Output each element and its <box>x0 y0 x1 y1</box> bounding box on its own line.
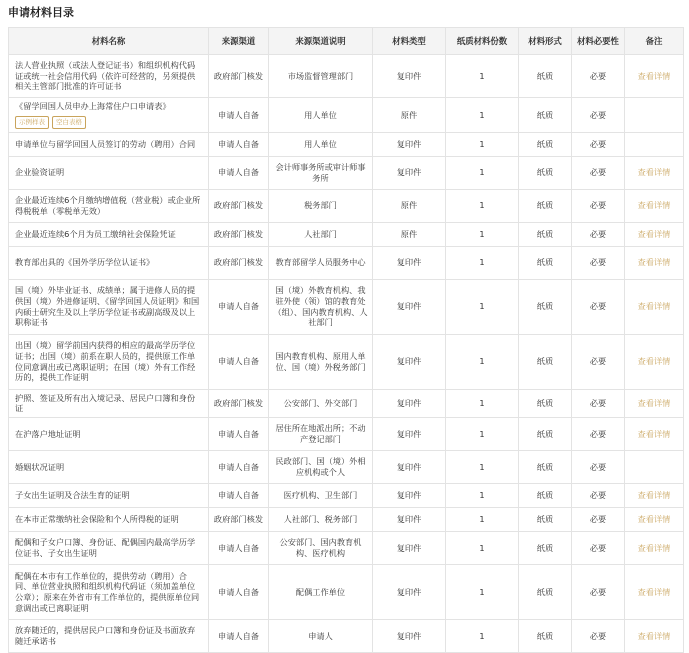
cell-necessity: 必要 <box>572 507 625 531</box>
cell-necessity: 必要 <box>572 55 625 98</box>
cell-source-channel: 申请人自备 <box>209 619 269 652</box>
cell-material-type: 复印件 <box>373 417 446 450</box>
material-name-text: 在本市正常缴纳社会保险和个人所得税的证明 <box>15 514 179 525</box>
cell-necessity: 必要 <box>572 189 625 222</box>
cell-source-channel-desc: 申请人 <box>269 619 373 652</box>
cell-source-channel-desc: 国内教育机构、原用人单位、国（境）外税务部门 <box>269 334 373 389</box>
cell-source-channel-desc: 市场监督管理部门 <box>269 55 373 98</box>
cell-paper-copies: 1 <box>446 279 519 334</box>
cell-paper-copies: 1 <box>446 156 519 189</box>
cell-note <box>625 132 684 156</box>
cell-material-type: 复印件 <box>373 619 446 652</box>
cell-note <box>625 334 684 389</box>
cell-necessity: 必要 <box>572 156 625 189</box>
cell-note <box>625 417 684 450</box>
cell-source-channel-desc: 民政部门、国（境）外相应机构或个人 <box>269 450 373 483</box>
table-row <box>9 189 684 222</box>
cell-source-channel: 申请人自备 <box>209 132 269 156</box>
cell-material-type: 复印件 <box>373 246 446 279</box>
header-paper-copies: 纸质材料份数 <box>446 28 519 55</box>
cell-source-channel: 申请人自备 <box>209 279 269 334</box>
cell-source-channel-desc: 国（境）外教育机构、我驻外使（领）馆的教育处（组）、国内教育机构、人社部门 <box>269 279 373 334</box>
cell-material-name <box>9 279 209 334</box>
cell-source-channel-desc: 会计师事务所或审计师事务所 <box>269 156 373 189</box>
cell-material-form: 纸质 <box>519 98 572 133</box>
cell-note <box>625 98 684 133</box>
cell-source-channel: 政府部门核发 <box>209 222 269 246</box>
cell-source-channel: 申请人自备 <box>209 98 269 133</box>
cell-source-channel: 申请人自备 <box>209 483 269 507</box>
material-name-text: 申请单位与留学回国人员签订的劳动（聘用）合同 <box>15 138 196 149</box>
cell-source-channel-desc: 税务部门 <box>269 189 373 222</box>
table-row <box>9 55 684 98</box>
cell-material-type: 原件 <box>373 189 446 222</box>
cell-paper-copies: 1 <box>446 531 519 564</box>
page-title: 申请材料目录 <box>8 6 74 19</box>
cell-material-form: 纸质 <box>519 279 572 334</box>
cell-source-channel: 政府部门核发 <box>209 389 269 417</box>
cell-note <box>625 564 684 619</box>
view-details-link[interactable]: 查看详情 <box>637 228 671 239</box>
cell-material-name <box>9 619 209 652</box>
cell-source-channel: 申请人自备 <box>209 334 269 389</box>
cell-material-name <box>9 389 209 417</box>
cell-material-type: 复印件 <box>373 564 446 619</box>
cell-paper-copies: 1 <box>446 619 519 652</box>
cell-material-type: 复印件 <box>373 531 446 564</box>
cell-source-channel: 申请人自备 <box>209 156 269 189</box>
view-details-link[interactable]: 查看详情 <box>637 542 671 553</box>
cell-necessity: 必要 <box>572 279 625 334</box>
cell-necessity: 必要 <box>572 246 625 279</box>
view-details-link[interactable]: 查看详情 <box>637 70 671 81</box>
cell-material-form: 纸质 <box>519 55 572 98</box>
cell-material-type: 复印件 <box>373 55 446 98</box>
table-row <box>9 619 684 652</box>
cell-necessity: 必要 <box>572 98 625 133</box>
material-name-text: 出国（境）留学前国内获得的相应的最高学历学位证书；出国（境）前系在职人员的，提供原工作单位同意调出或已离职证明；在国（境）外有工作经历的，提供工作证明 <box>15 340 196 383</box>
cell-material-form: 纸质 <box>519 450 572 483</box>
cell-material-name <box>9 483 209 507</box>
header-note: 备注 <box>625 28 684 55</box>
cell-source-channel: 申请人自备 <box>209 564 269 619</box>
view-details-link[interactable]: 查看详情 <box>637 514 671 525</box>
table-row <box>9 564 684 619</box>
cell-material-form: 纸质 <box>519 531 572 564</box>
cell-necessity: 必要 <box>572 564 625 619</box>
cell-material-name <box>9 246 209 279</box>
table-row <box>9 450 684 483</box>
cell-note <box>625 222 684 246</box>
cell-source-channel: 政府部门核发 <box>209 246 269 279</box>
cell-material-name <box>9 417 209 450</box>
header-necessity: 材料必要性 <box>572 28 625 55</box>
cell-source-channel-desc: 人社部门、税务部门 <box>269 507 373 531</box>
cell-material-name <box>9 334 209 389</box>
cell-paper-copies: 1 <box>446 189 519 222</box>
cell-paper-copies: 1 <box>446 55 519 98</box>
cell-material-type: 原件 <box>373 222 446 246</box>
cell-paper-copies: 1 <box>446 450 519 483</box>
table-header <box>9 28 684 55</box>
cell-necessity: 必要 <box>572 417 625 450</box>
cell-material-type: 原件 <box>373 98 446 133</box>
cell-material-name <box>9 55 209 98</box>
cell-material-name <box>9 222 209 246</box>
cell-source-channel: 申请人自备 <box>209 450 269 483</box>
cell-source-channel-desc: 公安部门、国内教育机构、医疗机构 <box>269 531 373 564</box>
cell-necessity: 必要 <box>572 483 625 507</box>
cell-material-form: 纸质 <box>519 507 572 531</box>
view-details-link[interactable]: 查看详情 <box>637 356 671 367</box>
cell-source-channel: 政府部门核发 <box>209 507 269 531</box>
cell-source-channel-desc: 医疗机构、卫生部门 <box>269 483 373 507</box>
cell-material-type: 复印件 <box>373 483 446 507</box>
material-name-text: 教育部出具的《国外学历学位认证书》 <box>15 257 155 268</box>
cell-necessity: 必要 <box>572 450 625 483</box>
table-row <box>9 531 684 564</box>
view-details-link[interactable]: 查看详情 <box>637 257 671 268</box>
cell-paper-copies: 1 <box>446 132 519 156</box>
cell-source-channel-desc: 用人单位 <box>269 98 373 133</box>
table-row <box>9 483 684 507</box>
cell-material-name <box>9 156 209 189</box>
cell-note <box>625 246 684 279</box>
table-row <box>9 132 684 156</box>
table-row <box>9 417 684 450</box>
material-name-text: 法人营业执照（或法人登记证书）和组织机构代码证或统一社会信用代码（依许可经营的，另须提供相关主管部门批准的许可证书 <box>15 60 196 92</box>
cell-material-form: 纸质 <box>519 389 572 417</box>
cell-material-form: 纸质 <box>519 564 572 619</box>
cell-material-form: 纸质 <box>519 483 572 507</box>
table-row <box>9 98 684 133</box>
cell-paper-copies: 1 <box>446 389 519 417</box>
material-name-text: 护照、签证及所有出入境记录、居民户口簿和身份证 <box>15 392 196 414</box>
cell-material-name <box>9 531 209 564</box>
header-source-channel-desc: 来源渠道说明 <box>269 28 373 55</box>
material-name-text: 国（境）外毕业证书、成绩单；属于进修人员的提供国（境）外进修证明、《留学回国人员证明》和国内硕士研究生及以上学历学位证书或副高级及以上职称证书 <box>15 285 200 328</box>
cell-material-type: 复印件 <box>373 156 446 189</box>
cell-paper-copies: 1 <box>446 564 519 619</box>
cell-material-name <box>9 450 209 483</box>
cell-material-name <box>9 132 209 156</box>
cell-source-channel: 申请人自备 <box>209 531 269 564</box>
cell-necessity: 必要 <box>572 531 625 564</box>
cell-material-type: 复印件 <box>373 334 446 389</box>
cell-source-channel-desc: 教育部留学人员服务中心 <box>269 246 373 279</box>
table-row <box>9 246 684 279</box>
cell-note <box>625 156 684 189</box>
cell-note <box>625 55 684 98</box>
cell-source-channel-desc: 用人单位 <box>269 132 373 156</box>
cell-material-form: 纸质 <box>519 417 572 450</box>
sample-form-tag[interactable]: 示例样表 <box>15 116 49 129</box>
view-details-link[interactable]: 查看详情 <box>637 167 671 178</box>
material-name-text: 《留学回国人员申办上海常住户口申请表》 <box>15 101 171 111</box>
cell-material-type: 复印件 <box>373 507 446 531</box>
cell-source-channel-desc: 公安部门、外交部门 <box>269 389 373 417</box>
header-source-channel: 来源渠道 <box>209 28 269 55</box>
cell-material-form: 纸质 <box>519 222 572 246</box>
cell-note <box>625 189 684 222</box>
view-details-link[interactable]: 查看详情 <box>637 428 671 439</box>
cell-paper-copies: 1 <box>446 222 519 246</box>
cell-source-channel: 申请人自备 <box>209 417 269 450</box>
view-details-link[interactable]: 查看详情 <box>637 630 671 641</box>
cell-material-form: 纸质 <box>519 189 572 222</box>
view-details-link[interactable]: 查看详情 <box>637 397 671 408</box>
table-row <box>9 156 684 189</box>
cell-material-name <box>9 98 209 133</box>
table-row <box>9 507 684 531</box>
material-name-text: 企业验资证明 <box>15 167 65 178</box>
cell-material-type: 复印件 <box>373 132 446 156</box>
cell-necessity: 必要 <box>572 132 625 156</box>
cell-material-type: 复印件 <box>373 279 446 334</box>
cell-material-form: 纸质 <box>519 334 572 389</box>
cell-source-channel-desc: 人社部门 <box>269 222 373 246</box>
cell-note <box>625 619 684 652</box>
cell-material-type: 复印件 <box>373 450 446 483</box>
table-row <box>9 279 684 334</box>
cell-note <box>625 531 684 564</box>
cell-note <box>625 483 684 507</box>
cell-source-channel: 政府部门核发 <box>209 55 269 98</box>
material-name-text: 企业最近连续6个月为员工缴纳社会保险凭证 <box>15 228 176 239</box>
cell-material-form: 纸质 <box>519 619 572 652</box>
cell-note <box>625 389 684 417</box>
cell-material-name <box>9 507 209 531</box>
material-name-text: 放弃随迁的，提供居民户口簿和身份证及书面放弃随迁承诺书 <box>15 625 196 646</box>
cell-material-form: 纸质 <box>519 156 572 189</box>
table-row <box>9 389 684 417</box>
table-row <box>9 334 684 389</box>
material-name-text: 企业最近连续6个月缴纳增值税（营业税）或企业所得税税单（零税单无效） <box>15 195 201 216</box>
cell-paper-copies: 1 <box>446 507 519 531</box>
cell-paper-copies: 1 <box>446 246 519 279</box>
material-name-text: 在沪落户地址证明 <box>15 428 81 439</box>
cell-material-form: 纸质 <box>519 246 572 279</box>
cell-necessity: 必要 <box>572 389 625 417</box>
cell-source-channel-desc: 居住所在地派出所；不动产登记部门 <box>269 417 373 450</box>
cell-note <box>625 279 684 334</box>
table-header-row <box>9 28 684 55</box>
cell-material-name <box>9 564 209 619</box>
blank-form-tag[interactable]: 空白表格 <box>52 116 86 129</box>
cell-paper-copies: 1 <box>446 98 519 133</box>
cell-source-channel: 政府部门核发 <box>209 189 269 222</box>
cell-paper-copies: 1 <box>446 483 519 507</box>
header-material-name: 材料名称 <box>9 28 209 55</box>
materials-table <box>8 27 684 653</box>
cell-necessity: 必要 <box>572 334 625 389</box>
table-row <box>9 222 684 246</box>
cell-necessity: 必要 <box>572 222 625 246</box>
view-details-link[interactable]: 查看详情 <box>637 490 671 501</box>
header-material-form: 材料形式 <box>519 28 572 55</box>
material-name-text: 配偶在本市有工作单位的，提供劳动（聘用）合同、单位营业执照和组织机构代码证（须加盖单位公章）；原来在外省市有工作单位的，提供原单位同意调出或已离职证明 <box>15 570 200 613</box>
cell-material-name <box>9 189 209 222</box>
cell-material-form: 纸质 <box>519 132 572 156</box>
material-tags <box>15 116 202 129</box>
material-name-text: 配偶和子女户口簿、身份证、配偶国内最高学历学位证书、子女出生证明 <box>15 537 196 558</box>
cell-material-type: 复印件 <box>373 389 446 417</box>
cell-paper-copies: 1 <box>446 334 519 389</box>
cell-note <box>625 507 684 531</box>
cell-note <box>625 450 684 483</box>
cell-paper-copies: 1 <box>446 417 519 450</box>
cell-source-channel-desc: 配偶工作单位 <box>269 564 373 619</box>
cell-necessity: 必要 <box>572 619 625 652</box>
view-details-link[interactable]: 查看详情 <box>637 200 671 211</box>
header-material-type: 材料类型 <box>373 28 446 55</box>
view-details-link[interactable]: 查看详情 <box>637 586 671 597</box>
material-name-text: 子女出生证明及合法生育的证明 <box>15 490 130 501</box>
material-name-text: 婚姻状况证明 <box>15 461 65 472</box>
table-body <box>9 55 684 653</box>
view-details-link[interactable]: 查看详情 <box>637 301 671 312</box>
